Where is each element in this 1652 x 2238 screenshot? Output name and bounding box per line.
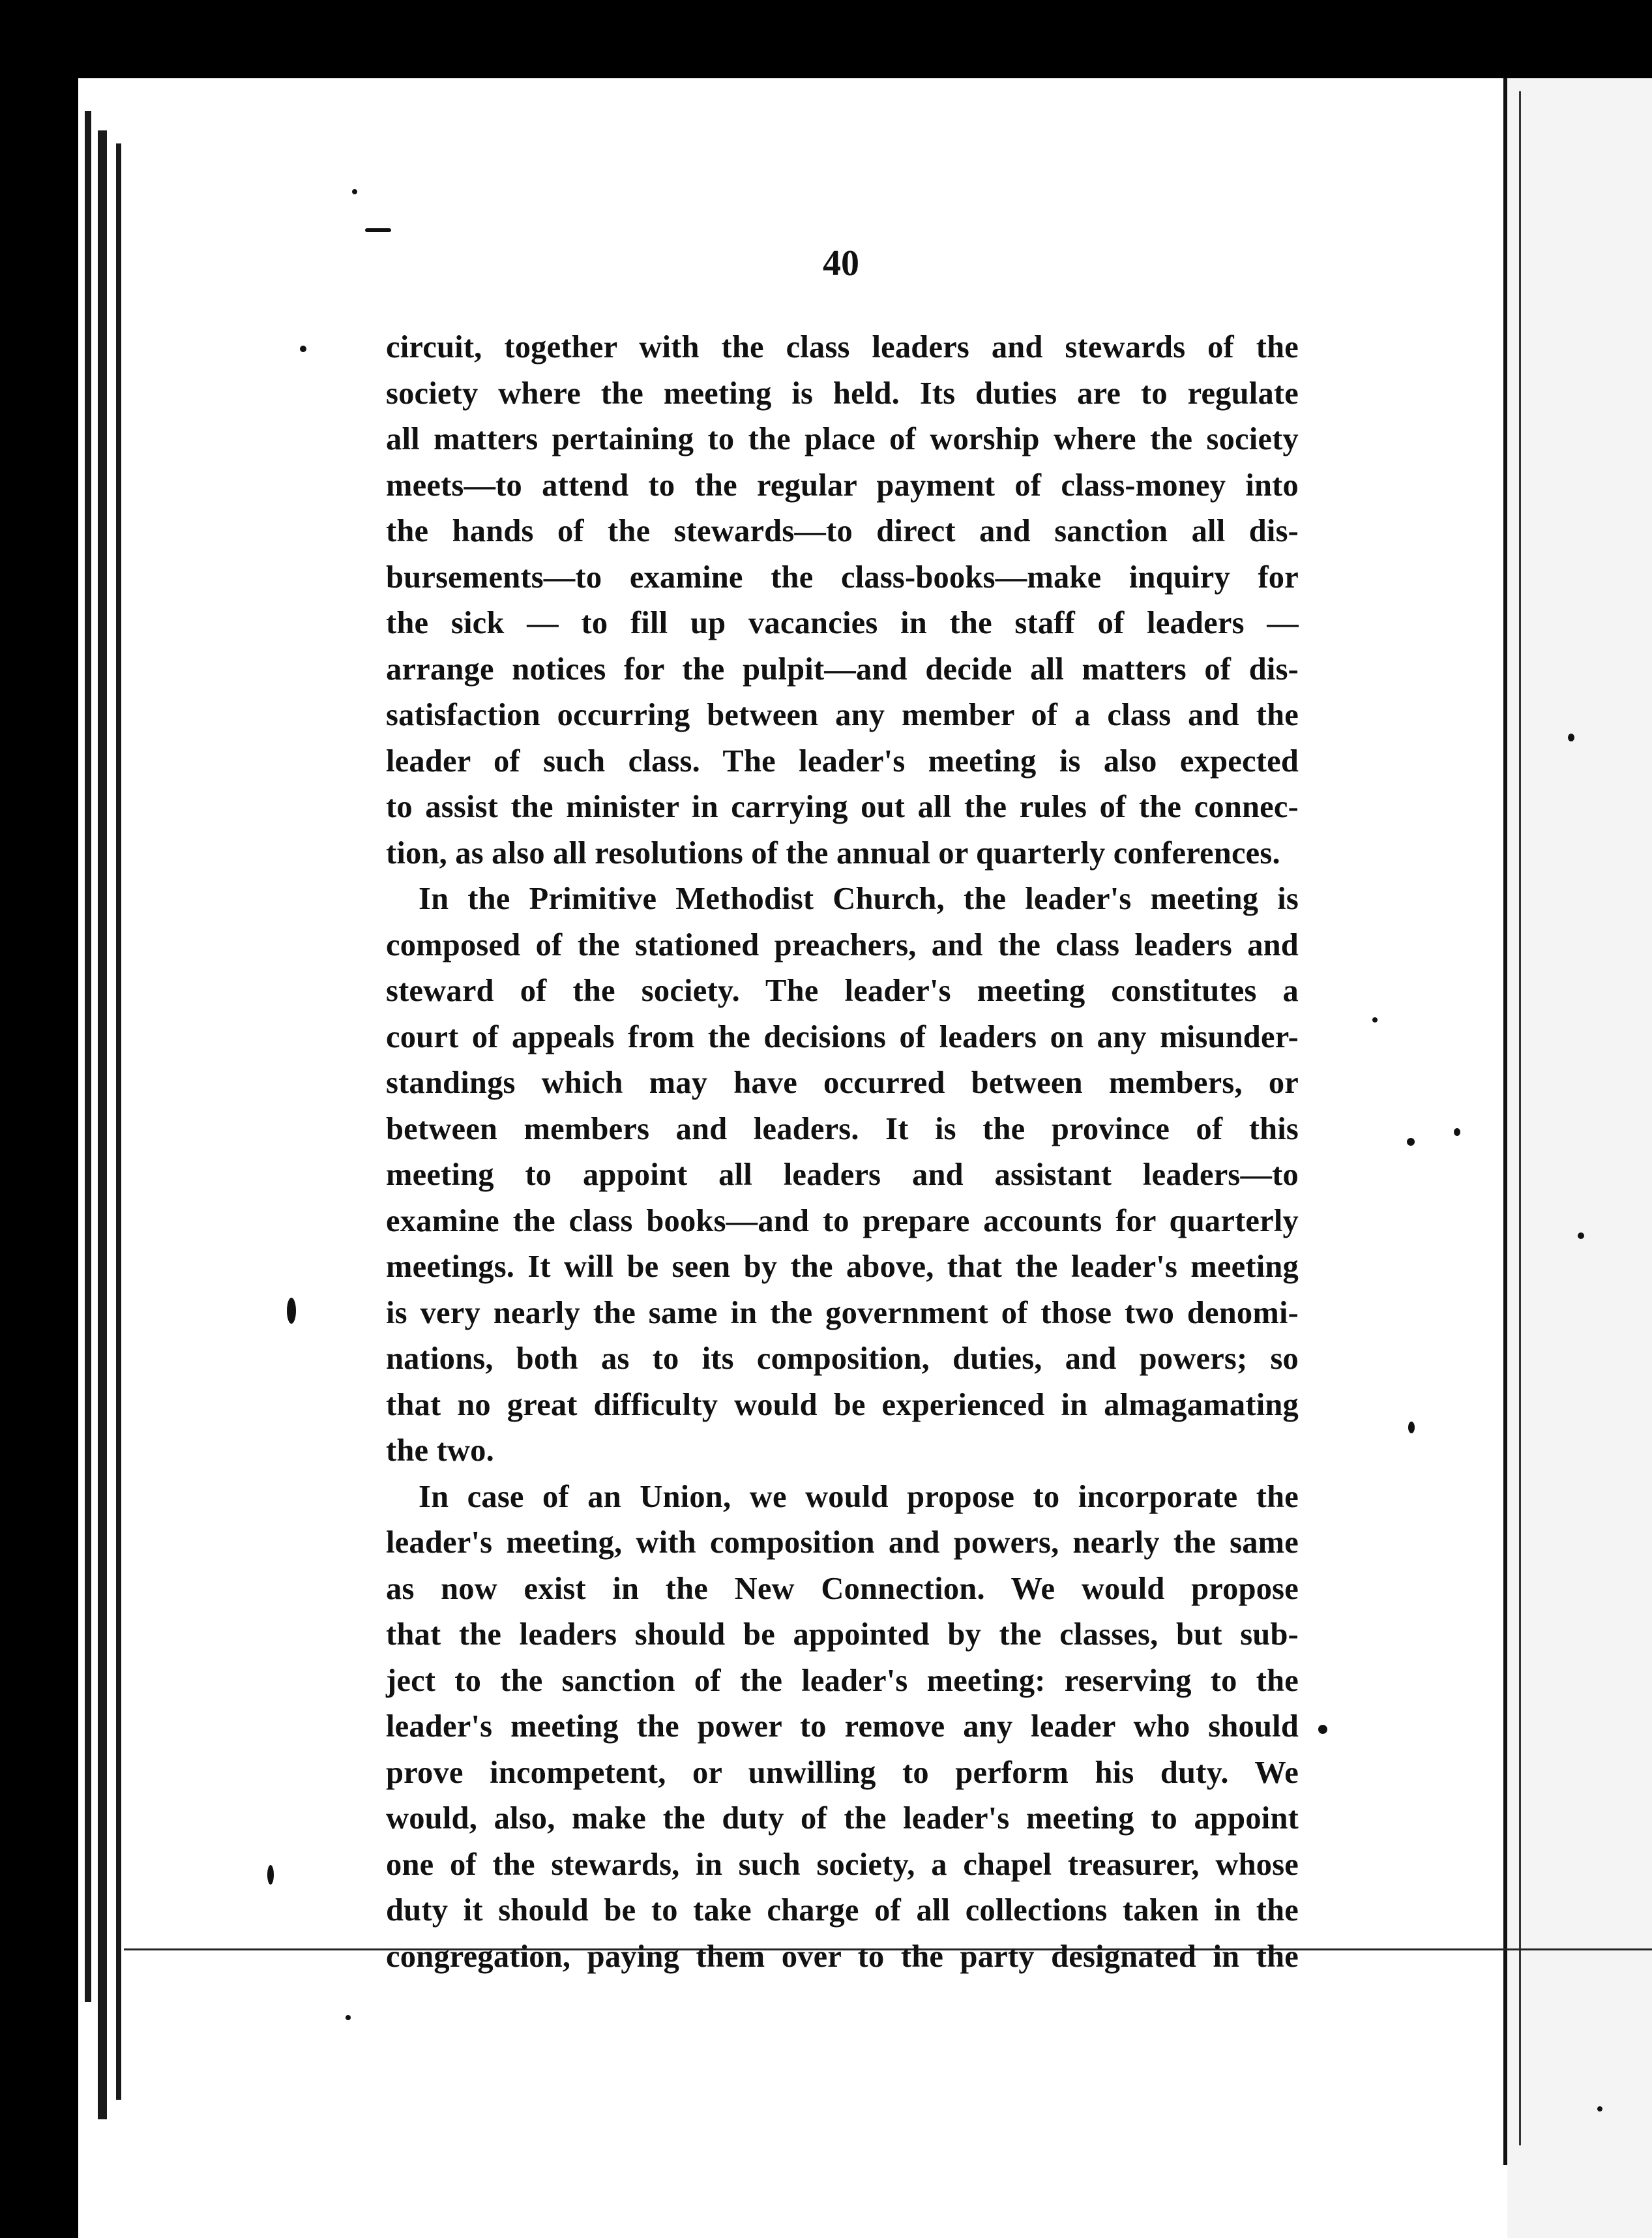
text-line: circuit, together with the class leaders and stewards of the [386, 330, 1299, 365]
text-line: standings which may have occurred between members, or [386, 1066, 1299, 1100]
scan-speck [1408, 1422, 1415, 1433]
text-line: arrange notices for the pulpit—and decide all matters of dis- [386, 651, 1299, 687]
text-line: leader of such class. The leader's meeting is also expected [386, 743, 1299, 779]
text-line: to assist the minister in carrying out all the rules of the connec- [386, 790, 1299, 824]
text-line: tion, as also all resolutions of the annual or quarterly conferences. [386, 835, 1280, 871]
facing-page-edge [1507, 78, 1652, 2238]
scan-border-left [0, 0, 78, 2238]
text-line: the sick — to fill up vacancies in the staff of leaders — [386, 606, 1299, 640]
scan-speck [300, 346, 306, 352]
scan-speck [365, 228, 391, 232]
text-line: would, also, make the duty of the leader's meeting to appoint [386, 1801, 1299, 1836]
text-line: In the Primitive Methodist Church, the leader's meeting is [419, 882, 1299, 916]
gutter-line [1503, 78, 1507, 2165]
text-line: that no great difficulty would be experienced in almagamating [386, 1387, 1299, 1422]
scan-speck [1407, 1138, 1415, 1146]
text-line: leader's meeting the power to remove any leader who should [386, 1709, 1299, 1744]
scan-speck [1597, 2106, 1602, 2111]
scan-speck [346, 2015, 351, 2020]
text-line: is very nearly the same in the government of those two denomi- [386, 1295, 1299, 1330]
text-line: congregation, paying them over to the party designated in the [386, 1939, 1299, 1974]
page-edge [116, 143, 121, 2100]
text-line: as now exist in the New Connection. We would propose [386, 1571, 1299, 1606]
text-line: court of appeals from the decisions of leaders on any misunder- [386, 1019, 1299, 1054]
scan-speck [1454, 1128, 1460, 1136]
text-line: meeting to appoint all leaders and assistant leaders—to [386, 1157, 1299, 1192]
text-line: between members and leaders. It is the province of this [386, 1111, 1299, 1146]
scan-speck [352, 189, 357, 194]
text-line: meets—to attend to the regular payment of class-money into [386, 468, 1299, 503]
text-line: leader's meeting, with composition and powers, nearly the same [386, 1525, 1299, 1560]
scan-speck [287, 1298, 296, 1324]
text-line: nations, both as to its composition, duties, and powers; so [386, 1341, 1299, 1376]
text-line: the two. [386, 1433, 494, 1468]
text-line: ject to the sanction of the leader's meeting: reserving to the [386, 1663, 1299, 1698]
text-line: society where the meeting is held. Its duties are to regulate [386, 376, 1299, 411]
text-line: bursements—to examine the class-books—make inquiry for [386, 560, 1299, 595]
page-edge [98, 130, 107, 2119]
scan-speck [1372, 1017, 1378, 1022]
text-line: that the leaders should be appointed by the classes, but sub- [386, 1617, 1299, 1652]
text-line: steward of the society. The leader's meeting constitutes a [386, 974, 1299, 1008]
page-edge [85, 111, 91, 2002]
text-line: all matters pertaining to the place of worship where the society [386, 422, 1299, 456]
scan-speck [1568, 734, 1574, 741]
body-text [386, 325, 1299, 1980]
page-number: 40 [823, 243, 859, 284]
scan-speck [1318, 1725, 1327, 1734]
scan-border-top [0, 0, 1652, 78]
text-line: prove incompetent, or unwilling to perform his duty. We [386, 1755, 1299, 1790]
text-line: composed of the stationed preachers, and the class leaders and [386, 927, 1299, 962]
scan-speck [267, 1865, 274, 1885]
scan-speck [1578, 1232, 1584, 1239]
text-line: the hands of the stewards—to direct and sanction all dis- [386, 514, 1299, 548]
text-line: meetings. It will be seen by the above, that the leader's meeting [386, 1249, 1299, 1284]
text-line: satisfaction occurring between any member of a class and the [386, 698, 1299, 732]
text-line: In case of an Union, we would propose to incorporate the [419, 1479, 1299, 1514]
facing-page-rule [1519, 91, 1521, 2145]
text-line: examine the class books—and to prepare accounts for quarterly [386, 1203, 1299, 1238]
text-line: duty it should be to take charge of all collections taken in the [386, 1893, 1299, 1928]
text-line: one of the stewards, in such society, a chapel treasurer, whose [386, 1847, 1299, 1882]
